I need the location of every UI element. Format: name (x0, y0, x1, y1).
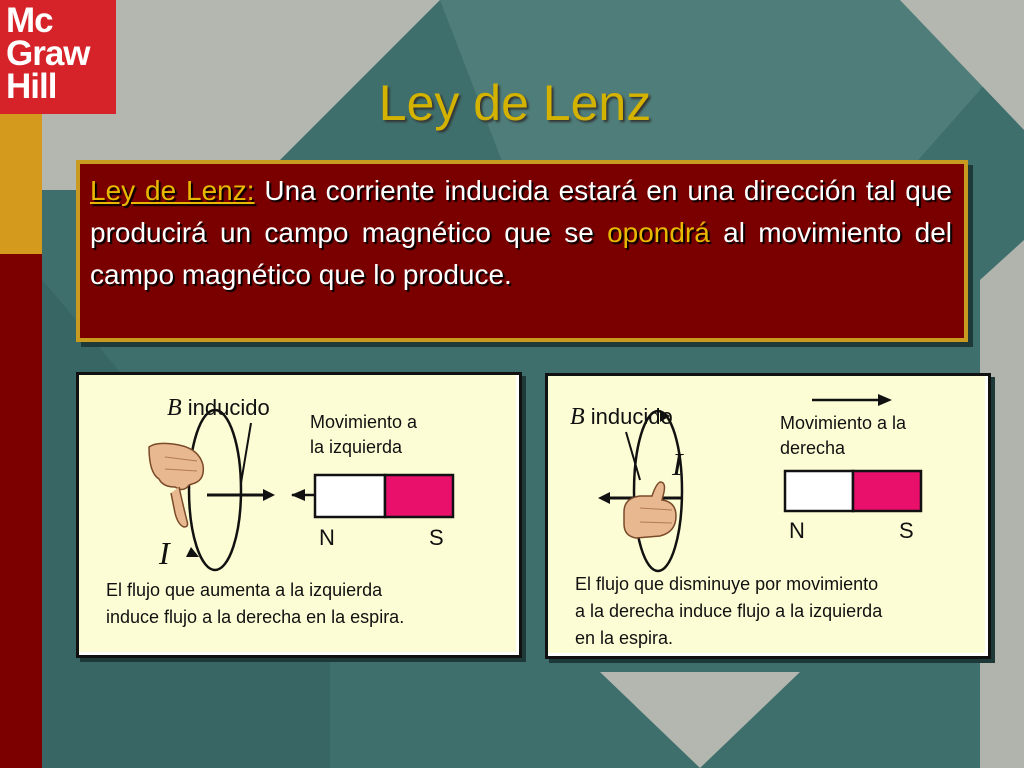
logo-line-1: Mc (6, 1, 53, 40)
hand-thumb-icon (149, 443, 203, 527)
current-label: I (672, 446, 683, 482)
slide-title: Ley de Lenz (378, 75, 652, 131)
magnet-south (853, 471, 921, 511)
logo-line-3: Hill (6, 67, 57, 106)
hand-thumb-icon (624, 482, 676, 538)
bar-magnet-icon (785, 471, 921, 511)
pole-n-label: N (789, 518, 805, 543)
magnet-north (315, 475, 385, 517)
flux-line-3: en la espira. (575, 628, 674, 648)
mcgraw-hill-logo (0, 0, 116, 114)
b-induced-label: B inducido (167, 395, 270, 421)
pole-s-label: S (899, 518, 914, 543)
magnet-north (785, 471, 853, 511)
logo-line-2: Graw (6, 34, 90, 73)
flux-line-1: El flujo que disminuye por movimiento (575, 574, 879, 594)
pole-n-label: N (319, 525, 335, 550)
flux-explanation (106, 577, 404, 631)
flux-line-2: induce flujo a la derecha en la espira. (106, 607, 405, 627)
panel-increasing-flux (76, 372, 522, 658)
pole-s-label: S (429, 525, 444, 550)
motion-label (780, 411, 906, 461)
flux-line-1: El flujo que aumenta a la izquierda (106, 580, 383, 600)
definition-box (76, 160, 968, 342)
motion-label (310, 410, 417, 460)
loop-coil-icon (189, 410, 241, 570)
panel-decreasing-flux (545, 373, 991, 659)
motion-line-1: Movimiento a (310, 412, 418, 432)
motion-line-2: derecha (780, 438, 846, 458)
motion-line-1: Movimiento a la (780, 413, 907, 433)
definition-text (90, 170, 952, 296)
magnet-south (385, 475, 453, 517)
definition-part-1: Una corriente inducida estará en una dirección tal que producirá un campo magnético que se (90, 175, 952, 248)
definition-term: Ley de Lenz: (90, 175, 255, 206)
definition-part-2: al movimiento del campo magnético que lo produce. (90, 217, 952, 290)
bar-magnet-icon (291, 475, 453, 517)
flux-explanation (575, 571, 882, 652)
definition-highlight: opondrá (607, 217, 710, 248)
b-induced-label: B inducido (570, 404, 673, 430)
current-label: I (159, 535, 170, 571)
motion-line-2: la izquierda (310, 437, 403, 457)
flux-line-2: a la derecha induce flujo a la izquierda (575, 601, 883, 621)
